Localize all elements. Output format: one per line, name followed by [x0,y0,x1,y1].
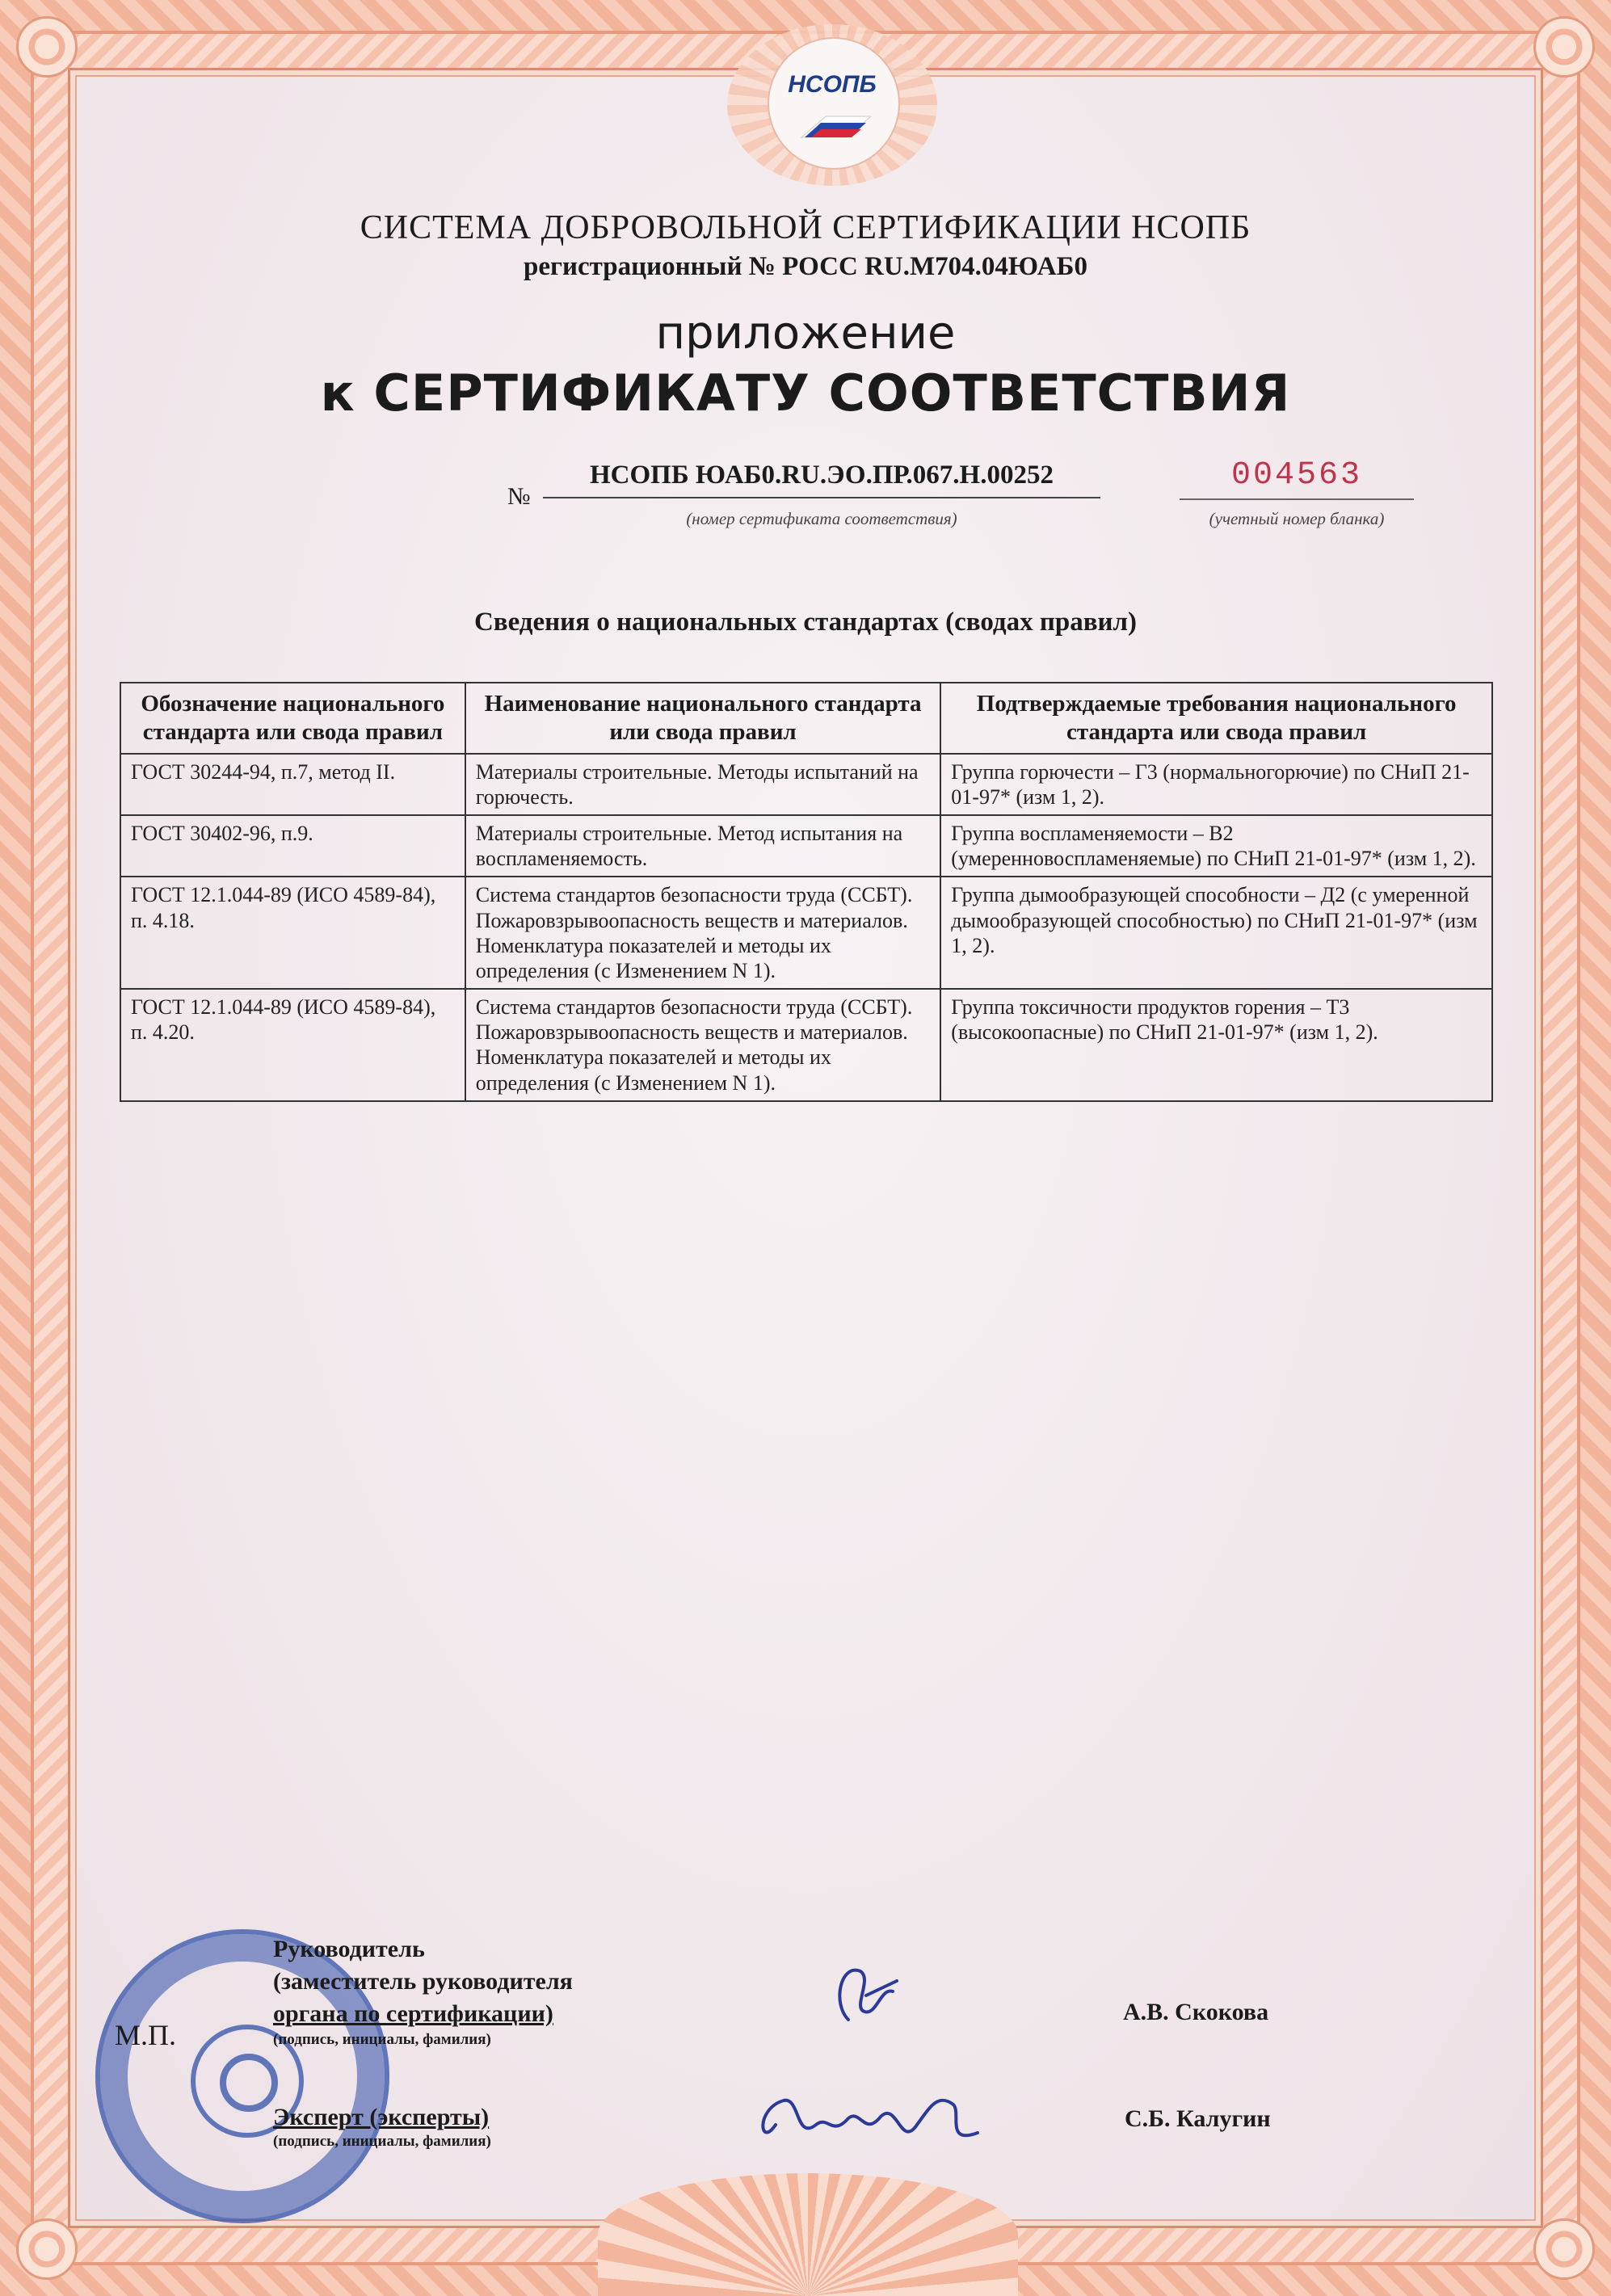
standard-requirements: Группа дымообразующей способности – Д2 (с умеренной дымообразующей способностью) по СНиП 21-01-97* (изм 1, 2). [940,877,1492,989]
expert-signature-caption: (подпись, инициалы, фамилия) [273,2133,491,2150]
standard-designation: ГОСТ 30244-94, п.7, метод II. [120,754,465,815]
standard-name: Система стандартов безопасности труда (ССБТ). Пожаровзрывоопасность веществ и материалов. Номенклатура показателей и методы их определения (с Изменением N 1). [465,989,941,1101]
table-row [120,989,1492,1101]
seal-place-label: М.П. [115,2019,177,2051]
table-row [120,754,1492,815]
number-sign: № [507,483,531,510]
certificate-number-caption: (номер сертификата соответствия) [686,509,957,528]
column-header: Обозначение национального стандарта или свода правил [120,683,465,754]
expert-role: Эксперт (эксперты) [273,2104,490,2130]
standard-requirements: Группа токсичности продуктов горения – Т3 (высокоопасные) по СНиП 21-01-97* (изм 1, 2). [940,989,1492,1101]
expert-signature [751,2068,986,2165]
certificate-title: к СЕРТИФИКАТУ СООТВЕТСТВИЯ [320,364,1291,423]
table-header-row [120,683,1492,754]
corner-ornament [1533,16,1595,78]
corner-ornament [16,16,78,78]
standard-requirements: Группа горючести – Г3 (нормальногорючие) по СНиП 21-01-97* (изм 1, 2). [940,754,1492,815]
stamp-emblem-center [220,2054,278,2112]
head-signature [816,1947,905,2036]
registration-number: регистрационный № РОСС RU.M704.04ЮАБ0 [524,252,1087,281]
column-header: Подтверждаемые требования национального стандарта или свода правил [940,683,1492,754]
standards-table [120,682,1493,1102]
section-title: Сведения о национальных стандартах (сводах правил) [473,608,1138,637]
logo-disc [768,37,900,170]
standard-designation: ГОСТ 12.1.044-89 (ИСО 4589-84), п. 4.20. [120,989,465,1101]
standard-name: Материалы строительные. Методы испытаний на горючесть. [465,754,941,815]
table-row [120,815,1492,877]
table-row [120,877,1492,989]
standard-designation: ГОСТ 12.1.044-89 (ИСО 4589-84), п. 4.18. [120,877,465,989]
head-role-line1: Руководитель [273,1936,425,1962]
corner-ornament [1533,2218,1595,2280]
expert-name: С.Б. Калугин [1125,2105,1271,2132]
head-role-line3: органа по сертификации) [273,2000,553,2027]
standard-name: Материалы строительные. Метод испытания на воспламеняемость. [465,815,941,877]
certificate-number: НСОПБ ЮАБ0.RU.ЭО.ПР.067.Н.00252 [543,460,1100,498]
standard-requirements: Группа воспламеняемости – В2 (умеренновоспламеняемые) по СНиП 21-01-97* (изм 1, 2). [940,815,1492,877]
appendix-title: приложение [655,307,956,360]
standard-name: Система стандартов безопасности труда (ССБТ). Пожаровзрывоопасность веществ и материалов. Номенклатура показателей и методы их определения (с Изменением N 1). [465,877,941,989]
standard-designation: ГОСТ 30402-96, п.9. [120,815,465,877]
head-signature-caption: (подпись, инициалы, фамилия) [273,2031,491,2048]
nsopb-logo [727,24,937,186]
blank-number: 004563 [1180,457,1414,500]
logo-flag-icon [793,108,871,141]
corner-ornament [16,2218,78,2280]
column-header: Наименование национального стандарта или свода правил [465,683,941,754]
head-role-line2: (заместитель руководителя [273,1968,573,1995]
logo-text: НСОПБ [788,71,877,98]
head-name: А.В. Скокова [1123,1999,1269,2025]
blank-number-caption: (учетный номер бланка) [1209,509,1385,528]
certification-system-title: СИСТЕМА ДОБРОВОЛЬНОЙ СЕРТИФИКАЦИИ НСОПБ [360,209,1251,246]
bottom-ornament [598,2173,1018,2296]
